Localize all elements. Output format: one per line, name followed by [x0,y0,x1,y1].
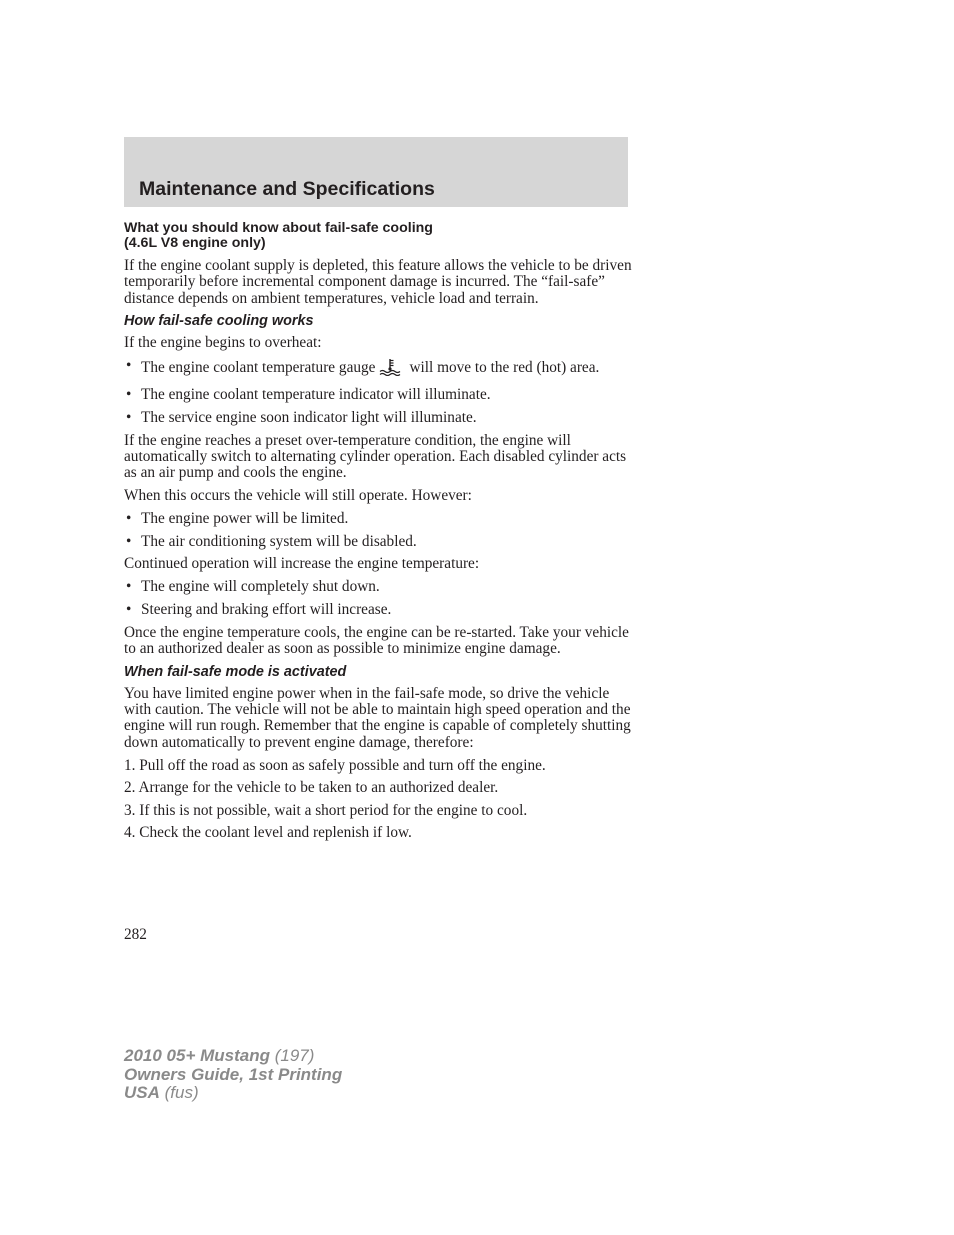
section-header-band [124,137,628,207]
step-item: 4. Check the coolant level and replenish if low. [124,824,412,842]
list-item: • The engine coolant temperature indicator will illuminate. [124,387,634,403]
operate-paragraph: When this occurs the vehicle will still operate. However: [124,486,472,504]
page-content [124,221,634,848]
restart-paragraph: Once the engine temperature cools, the engine can be re-started. Take your vehicle to an authorized dealer as soon as possible to minimize engine damage. [124,623,629,658]
intro-paragraph: If the engine coolant supply is depleted, this feature allows the vehicle to be driven temporarily before incremental component damage is incurred. The “fail-safe” distance depends on ambient temperatures, vehicle load and terrain. [124,257,632,307]
list-item: • The air conditioning system will be disabled. [124,534,634,550]
section-header-title: Maintenance and Specifications [139,178,435,200]
section-heading [124,221,634,251]
page-number: 282 [124,926,147,943]
step-item: 2. Arrange for the vehicle to be taken to an authorized dealer. [124,779,499,797]
continued-list [124,579,634,618]
overtemp-paragraph: If the engine reaches a preset over-temperature condition, the engine will automatically switch to alternating cylinder operation. Each disabled cylinder acts as an air pump and cools the engine. [124,431,627,482]
list-item [124,358,634,380]
footer-line1: 2010 05+ Mustang (197) [124,1046,315,1065]
continued-paragraph: Continued operation will increase the engine temperature: [124,555,480,573]
section-heading-line2: (4.6L V8 engine only) [124,235,266,251]
footer-line3: USA (fus) [124,1083,199,1102]
step-item: 3. If this is not possible, wait a short period for the engine to cool. [124,801,528,819]
operate-list [124,511,634,550]
list-item: • Steering and braking effort will increase. [124,602,634,618]
how-it-works-heading: How fail-safe cooling works [124,313,314,330]
list-item: • The service engine soon indicator light will illuminate. [124,410,634,426]
list-item: • The engine power will be limited. [124,511,634,527]
failsafe-steps [124,758,634,842]
failsafe-paragraph: You have limited engine power when in the fail-safe mode, so drive the vehicle with caution. The vehicle will not be able to maintain high speed operation and the engine will run rough. Remember that the engine is capable of completely shutting down automatically to prevent engine damage, therefore: [124,684,631,751]
coolant-temperature-icon [379,358,401,380]
footer-line2: Owners Guide, 1st Printing [124,1064,343,1084]
print-footer [124,1047,342,1103]
overheat-list [124,358,634,426]
gauge-text-before: The engine coolant temperature gauge [141,359,376,377]
failsafe-mode-heading: When fail-safe mode is activated [124,663,347,680]
step-item: 1. Pull off the road as soon as safely possible and turn off the engine. [124,756,546,774]
gauge-text-after: will move to the red (hot) area. [409,359,600,377]
list-item: • The engine will completely shut down. [124,579,634,595]
overheat-lead: If the engine begins to overheat: [124,334,322,352]
section-heading-line1: What you should know about fail-safe cooling [124,220,433,236]
